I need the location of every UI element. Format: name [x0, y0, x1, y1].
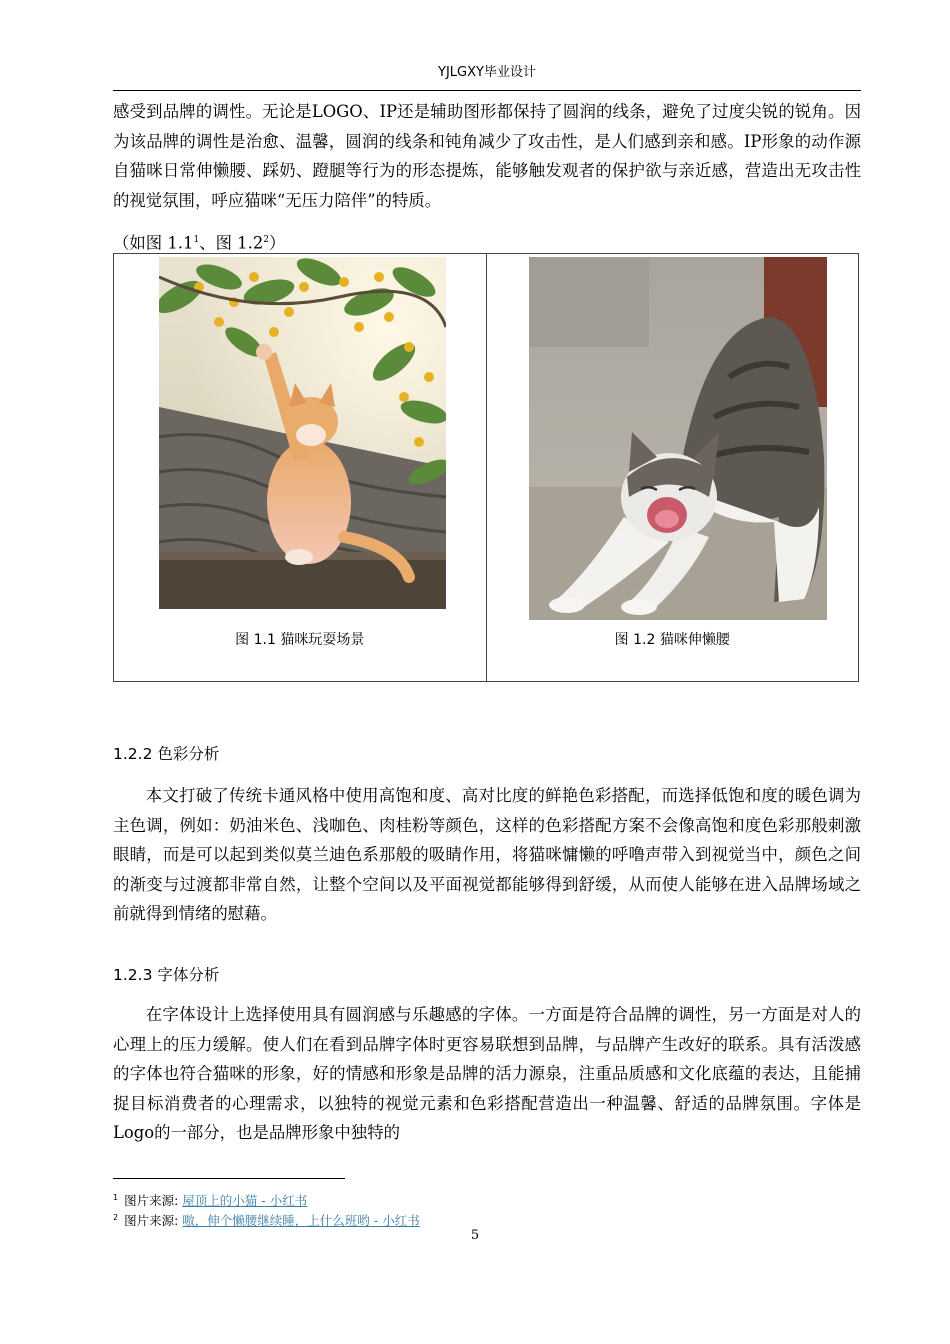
figure-caption-2: 图 1.2 猫咪伸懒腰 — [614, 632, 730, 648]
running-header: YJLGXY毕业设计 — [438, 65, 536, 80]
section-body-font: 在字体设计上选择使用具有圆润感与乐趣感的字体。一方面是符合品牌的调性，另一方面是对人的心理上的压力缓解。使人们在看到品牌字体时更容易联想到品牌，与品牌产生改好的联系。具有活泼感的字体也符合猫咪的形象，好的情感和形象是品牌的活力源泉，注重品质感和文化底蕴的表达，且能捕捉目标消费者的心理需求，以独特的视觉元素和色彩搭配营造出一种温馨、舒适的品牌氛围。字体是Logo的一部分，也是品牌形象中独特的 — [113, 1005, 861, 1142]
figure-ref-text-1: （如图 1.1 — [113, 233, 194, 253]
header-rule — [113, 90, 861, 91]
figure-table — [113, 253, 859, 682]
intro-paragraph: 感受到品牌的调性。无论是LOGO、IP还是辅助图形都保持了圆润的线条，避免了过度尖锐的锐角。因为该品牌的调性是治愈、温馨，圆润的线条和钝角减少了攻击性，是人们感到亲和感。IP形象的动作源自猫咪日常伸懒腰、踩奶、蹬腿等行为的形态提炼，能够触发观者的保护欲与亲近感，营造出无攻击性的视觉氛围，呼应猫咪“无压力陪伴”的特质。 — [113, 102, 861, 210]
figure-cell-2 — [486, 254, 859, 681]
footnote-link-2[interactable]: 嗷，伸个懒腰继续睡，上什么班哟 - 小红书 — [182, 1213, 420, 1229]
cat-stretching-photo — [529, 257, 827, 620]
footnote-prefix-1: 图片来源: — [124, 1193, 179, 1209]
figure-ref-text-3: ） — [268, 233, 286, 253]
section-heading-color: 1.2.2 色彩分析 — [113, 745, 220, 763]
figure-caption-1: 图 1.1 猫咪玩耍场景 — [235, 632, 365, 648]
section-body-color: 本文打破了传统卡通风格中使用高饱和度、高对比度的鲜艳色彩搭配，而选择低饱和度的暖色调为主色调，例如：奶油米色、浅咖色、肉桂粉等颜色，这样的色彩搭配方案不会像高饱和度色彩那般刺激眼睛，而是可以起到类似莫兰迪色系那般的吸睛作用，将猫咪慵懒的呼噜声带入到视觉当中，颜色之间的渐变与过渡都非常自然，让整个空间以及平面视觉都能够得到舒缓，从而使人能够在进入品牌场域之前就得到情绪的慰藉。 — [113, 786, 861, 923]
footnote-rule — [113, 1178, 345, 1179]
footnote-marker-1[interactable]: 1 — [193, 235, 200, 245]
footnote-2 — [113, 1209, 420, 1230]
section-heading-font: 1.2.3 字体分析 — [113, 966, 220, 984]
cat-playing-photo — [159, 257, 446, 609]
page-number: 5 — [470, 1228, 480, 1243]
footnote-number-1: 1 — [113, 1193, 119, 1202]
footnote-marker-2[interactable]: 2 — [263, 235, 269, 245]
figure-ref-text-2: 、图 1.2 — [199, 233, 264, 253]
footnote-link-1[interactable]: 屋顶上的小猫 - 小红书 — [182, 1193, 308, 1209]
footnote-number-2: 2 — [113, 1213, 119, 1222]
figure-cell-1 — [114, 254, 486, 681]
footnote-prefix-2: 图片来源: — [124, 1213, 179, 1229]
footnote-1 — [113, 1189, 307, 1210]
